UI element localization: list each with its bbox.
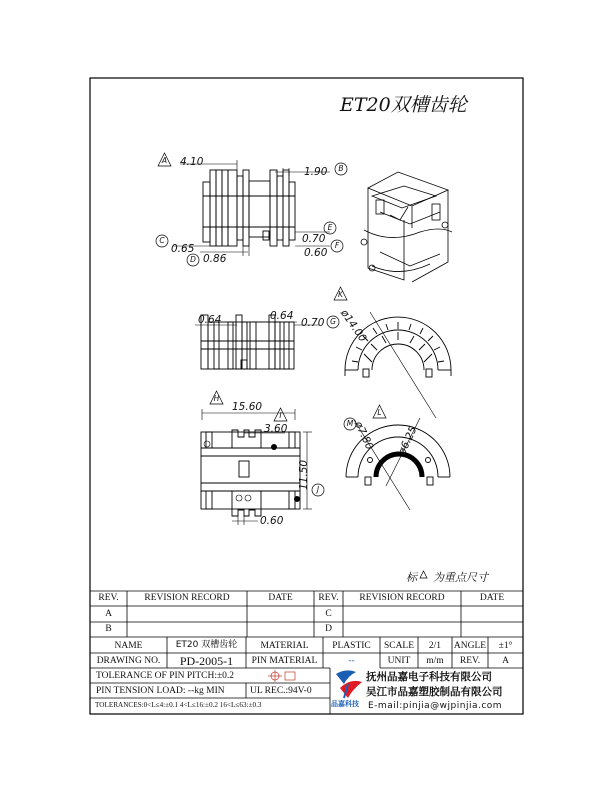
rev-value: A <box>502 656 509 666</box>
dim-0-60-bottom: 0.60 <box>260 515 284 527</box>
material-label: MATERIAL <box>260 641 309 651</box>
dim-0-70-e: 0.70 <box>302 233 326 245</box>
unit-value: m/m <box>426 656 444 666</box>
front-view <box>203 170 295 246</box>
rev-row-a: A <box>105 609 112 619</box>
dim-3-60: 3.60 <box>264 423 288 435</box>
dim-0-86: 0.86 <box>203 253 227 265</box>
label-g: G <box>330 317 336 326</box>
unit-label: UNIT <box>387 656 411 666</box>
company-name-2: 吴江市品嘉塑胶制品有限公司 <box>366 686 503 698</box>
pin-material-value: -- <box>348 656 355 666</box>
rev-label: REV. <box>459 656 481 666</box>
label-m: M <box>346 419 354 428</box>
dim-0-70-g: 0.70 <box>301 317 325 329</box>
dim-0-64-left: 0.64 <box>198 314 222 326</box>
label-d: D <box>190 255 196 264</box>
material-value: PLASTIC <box>332 641 371 651</box>
tolerances: TOLERANCES:0<L≤4:±0.1 4<L≤16:±0.2 16<L≤63:±0.3 <box>95 701 262 709</box>
label-i: I <box>279 411 282 420</box>
drawing-no-label: DRAWING NO. <box>96 656 161 666</box>
pitch-symbol <box>268 670 295 682</box>
label-l: L <box>377 408 382 417</box>
record-header-left: REVISION RECORD <box>144 593 230 603</box>
label-b: B <box>338 164 344 173</box>
logo-text: 品嘉科技 <box>331 700 359 708</box>
ul-rec: UL REC.:94V-0 <box>250 686 312 696</box>
dim-phi-6-25: ø6.25 <box>396 424 420 457</box>
dim-phi-14-00: ø14.00 <box>337 307 369 345</box>
pin-dots <box>271 444 300 502</box>
date-header-left: DATE <box>268 593 293 603</box>
dim-0-64-right: 0.64 <box>270 310 294 322</box>
pin-tension-load: PIN TENSION LOAD: --kg MIN <box>96 686 225 696</box>
pin-material-label: PIN MATERIAL <box>251 656 318 666</box>
company-logo-mark <box>336 670 362 698</box>
rev-row-d: D <box>325 624 332 634</box>
dim-11-50: 11.50 <box>298 459 310 490</box>
label-e: E <box>327 223 333 232</box>
key-note-prefix: 标 <box>406 571 417 584</box>
name-label: NAME <box>114 641 143 651</box>
scale-value: 2/1 <box>428 641 442 651</box>
record-header-right: REVISION RECORD <box>359 593 445 603</box>
company-email: E-mail:pinjia@wjpinjia.com <box>368 701 503 711</box>
drawing-title: ET20双槽齿轮 <box>340 94 467 116</box>
angle-label: ANGLE <box>453 641 487 651</box>
date-header-right: DATE <box>479 593 505 603</box>
key-note-suffix: 为重点尺寸 <box>433 571 488 584</box>
label-c: C <box>159 236 165 245</box>
dim-4-10: 4.10 <box>180 156 204 168</box>
dim-15-60: 15.60 <box>232 401 263 413</box>
label-j: J <box>316 485 320 494</box>
label-k: K <box>338 290 343 299</box>
label-f: F <box>334 241 340 250</box>
dim-1-90: 1.90 <box>304 166 328 178</box>
pin-circles <box>204 441 251 501</box>
label-a: A <box>161 156 168 165</box>
dim-0-65: 0.65 <box>171 243 195 255</box>
name-value: ET20 双槽齿轮 <box>175 640 238 650</box>
dim-0-60-f: 0.60 <box>304 247 328 259</box>
scale-label: SCALE <box>383 641 415 651</box>
rev-row-c: C <box>325 609 332 619</box>
drawing-no-value: PD-2005-1 <box>179 654 234 668</box>
angle-value: ±1° <box>498 641 513 651</box>
top-view <box>201 430 300 516</box>
isometric-view <box>361 172 452 282</box>
rev-row-b: B <box>105 624 112 634</box>
rev-header-left: REV. <box>98 593 119 603</box>
company-name-1: 抚州品嘉电子科技有限公司 <box>366 671 492 683</box>
label-h: H <box>213 394 220 403</box>
dim-phi-7-80: ø7.80 <box>352 419 376 452</box>
rev-header-right: REV. <box>318 593 339 603</box>
tolerance-pin-pitch: TOLERANCE OF PIN PITCH:±0.2 <box>96 671 235 681</box>
